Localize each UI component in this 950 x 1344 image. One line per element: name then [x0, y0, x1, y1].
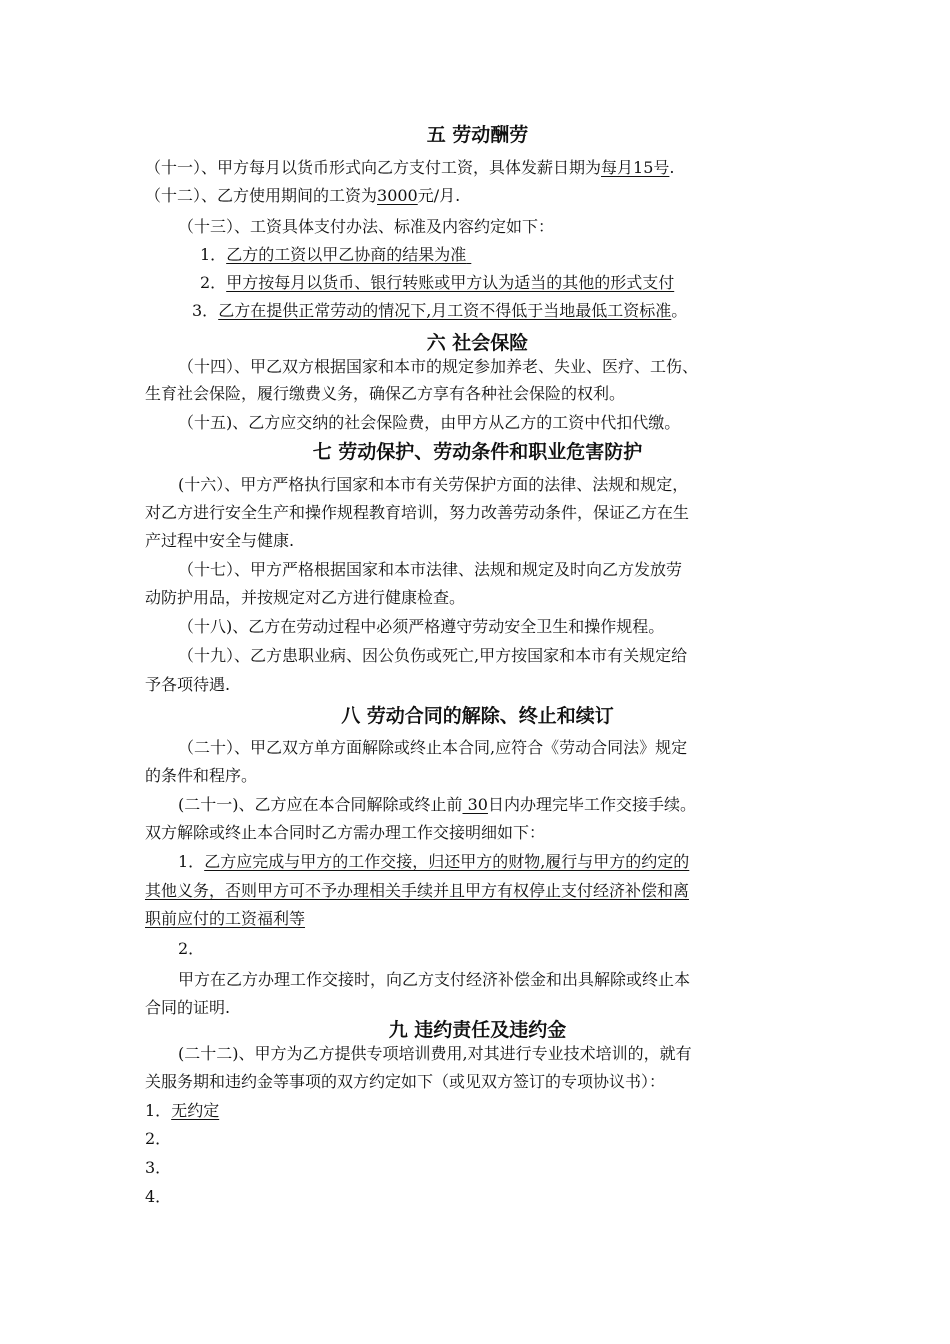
clause-22-line-2: 关服务期和违约金等事项的双方约定如下（或见双方签订的专项协议书）：: [145, 1072, 666, 1091]
clause-12: （十二）、乙方使用期间的工资为3000元/月.: [145, 186, 461, 205]
probation-salary-value: 3000: [377, 186, 418, 205]
clause-15: （十五)、乙方应交纳的社会保险费，由甲方从乙方的工资中代扣代缴。: [178, 413, 681, 432]
clause-11: （十一）、甲方每月以货币形式向乙方支付工资，具体发薪日期为每月15号.: [145, 158, 675, 177]
clause-14-line-2: 生育社会保险，履行缴费义务，确保乙方享有各种社会保险的权利。: [145, 384, 626, 403]
penalty-item-4: 4．: [145, 1187, 172, 1206]
clause-17-line-1: （十七）、甲方严格根据国家和本市法律、法规和规定及时向乙方发放劳: [178, 560, 683, 579]
section-7-title: 七 劳动保护、劳动条件和职业危害防护: [312, 441, 643, 463]
pay-item-2: 2．甲方按每月以货币、银行转账或甲方认为适当的其他的形式支付: [200, 273, 675, 292]
section-8-title: 八 劳动合同的解除、终止和续订: [341, 705, 614, 727]
clause-21-para-2-line-1: 甲方在乙方办理工作交接时，向乙方支付经济补偿金和出具解除或终止本: [178, 970, 691, 989]
pay-item-3: 3．乙方在提供正常劳动的情况下,月工资不得低于当地最低工资标准。: [192, 301, 688, 320]
clause-16-line-3: 产过程中安全与健康.: [145, 531, 295, 550]
section-5-title: 五 劳动酬劳: [426, 124, 529, 146]
clause-13: （十三）、工资具体支付办法、标准及内容约定如下：: [178, 217, 555, 236]
handover-item-1-line-3: 职前应付的工资福利等: [145, 909, 306, 928]
clause-17-line-2: 动防护用品，并按规定对乙方进行健康检查。: [145, 588, 466, 607]
handover-item-1-line-1: 1．乙方应完成与甲方的工作交接，归还甲方的财物,履行与甲方的约定的: [178, 852, 690, 871]
penalty-item-1: 1．无约定: [145, 1101, 220, 1120]
clause-21-line-1: (二十一)、乙方应在本合同解除或终止前 30日内办理完毕工作交接手续。: [178, 795, 696, 814]
handover-days-value: 30: [462, 795, 488, 814]
clause-19-line-2: 予各项待遇.: [145, 675, 231, 694]
clause-16-line-2: 对乙方进行安全生产和操作规程教育培训，努力改善劳动条件，保证乙方在生: [145, 503, 690, 522]
clause-16-line-1: (十六）、甲方严格执行国家和本市有关劳保护方面的法律、法规和规定，: [178, 475, 689, 494]
pay-date-value: 每月15号: [601, 158, 670, 177]
penalty-item-2: 2．: [145, 1129, 172, 1148]
handover-item-1-line-2: 其他义务，否则甲方可不予办理相关手续并且甲方有权停止支付经济补偿和离: [145, 881, 690, 900]
penalty-item-3: 3．: [145, 1158, 172, 1177]
clause-19-line-1: （十九）、乙方患职业病、因公负伤或死亡,甲方按国家和本市有关规定给: [178, 646, 688, 665]
clause-18: （十八)、乙方在劳动过程中必须严格遵守劳动安全卫生和操作规程。: [178, 617, 665, 636]
clause-20-line-2: 的条件和程序。: [145, 766, 258, 785]
handover-item-2: 2．: [178, 939, 205, 958]
clause-22-line-1: (二十二)、甲方为乙方提供专项培训费用,对其进行专业技术培训的，就有: [178, 1044, 692, 1063]
clause-14-line-1: （十四）、甲乙双方根据国家和本市的规定参加养老、失业、医疗、工伤、: [178, 357, 699, 376]
section-9-title: 九 违约责任及违约金: [388, 1019, 567, 1041]
clause-21-para-2-line-2: 合同的证明.: [145, 998, 231, 1017]
pay-item-1: 1．乙方的工资以甲乙协商的结果为准: [200, 245, 467, 264]
clause-20-line-1: （二十）、甲乙双方单方面解除或终止本合同,应符合《劳动合同法》规定: [178, 738, 688, 757]
section-6-title: 六 社会保险: [426, 332, 529, 354]
clause-21-line-2: 双方解除或终止本合同时乙方需办理工作交接明细如下：: [145, 823, 546, 842]
